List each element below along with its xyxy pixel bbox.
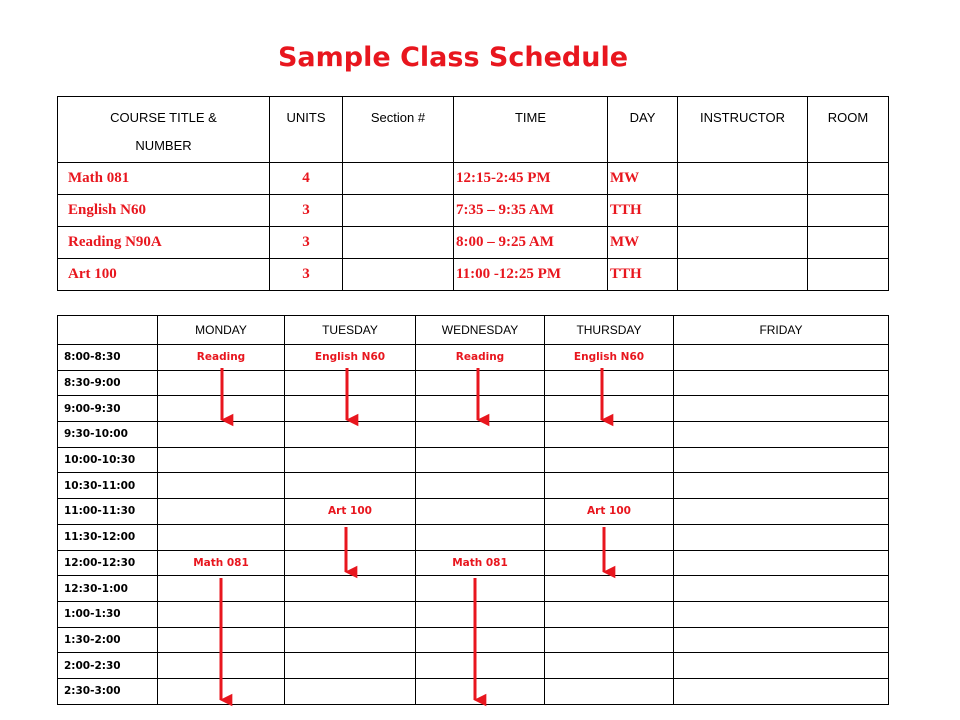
course-units: 3 bbox=[270, 259, 343, 291]
header-instructor: INSTRUCTOR bbox=[678, 97, 808, 163]
schedule-cell-tuesday bbox=[285, 422, 416, 448]
day-header-thursday: THURSDAY bbox=[545, 316, 674, 345]
schedule-cell-friday bbox=[674, 473, 889, 499]
course-time: 7:35 – 9:35 AM bbox=[454, 195, 608, 227]
course-room bbox=[808, 163, 889, 195]
schedule-cell-wednesday: Reading bbox=[416, 345, 545, 371]
schedule-cell-wednesday bbox=[416, 499, 545, 525]
schedule-cell-thursday bbox=[545, 370, 674, 396]
time-slot-label: 9:30-10:00 bbox=[58, 422, 158, 448]
course-time: 8:00 – 9:25 AM bbox=[454, 227, 608, 259]
time-slot-row bbox=[58, 627, 889, 653]
time-slot-label: 11:30-12:00 bbox=[58, 524, 158, 550]
schedule-cell-tuesday bbox=[285, 447, 416, 473]
schedule-cell-friday bbox=[674, 370, 889, 396]
schedule-cell-tuesday bbox=[285, 653, 416, 679]
course-room bbox=[808, 227, 889, 259]
course-title: Art 100 bbox=[58, 259, 270, 291]
schedule-cell-tuesday bbox=[285, 576, 416, 602]
schedule-cell-monday bbox=[158, 601, 285, 627]
time-slot-label: 2:30-3:00 bbox=[58, 678, 158, 704]
time-slot-row bbox=[58, 576, 889, 602]
time-slot-row bbox=[58, 422, 889, 448]
course-row bbox=[58, 195, 889, 227]
course-instructor bbox=[678, 195, 808, 227]
schedule-cell-wednesday bbox=[416, 576, 545, 602]
schedule-cell-thursday bbox=[545, 550, 674, 576]
time-slot-row bbox=[58, 447, 889, 473]
schedule-cell-friday bbox=[674, 678, 889, 704]
course-time: 12:15-2:45 PM bbox=[454, 163, 608, 195]
schedule-cell-thursday bbox=[545, 422, 674, 448]
schedule-cell-friday bbox=[674, 627, 889, 653]
time-slot-label: 1:00-1:30 bbox=[58, 601, 158, 627]
header-section: Section # bbox=[343, 97, 454, 163]
course-section bbox=[343, 163, 454, 195]
schedule-cell-thursday bbox=[545, 576, 674, 602]
course-day: TTH bbox=[608, 195, 678, 227]
schedule-cell-monday bbox=[158, 653, 285, 679]
schedule-cell-wednesday bbox=[416, 627, 545, 653]
schedule-cell-friday bbox=[674, 345, 889, 371]
schedule-cell-friday bbox=[674, 601, 889, 627]
schedule-cell-monday bbox=[158, 678, 285, 704]
header-day: DAY bbox=[608, 97, 678, 163]
schedule-cell-tuesday bbox=[285, 550, 416, 576]
course-room bbox=[808, 195, 889, 227]
schedule-cell-wednesday bbox=[416, 370, 545, 396]
header-units: UNITS bbox=[270, 97, 343, 163]
course-units: 3 bbox=[270, 227, 343, 259]
time-slot-row bbox=[58, 499, 889, 525]
schedule-cell-tuesday: Art 100 bbox=[285, 499, 416, 525]
schedule-cell-tuesday bbox=[285, 370, 416, 396]
course-table-header-row bbox=[58, 97, 889, 163]
schedule-cell-thursday: English N60 bbox=[545, 345, 674, 371]
course-day: TTH bbox=[608, 259, 678, 291]
schedule-cell-wednesday bbox=[416, 422, 545, 448]
course-title: Reading N90A bbox=[58, 227, 270, 259]
weekly-header-row bbox=[58, 316, 889, 345]
course-day: MW bbox=[608, 163, 678, 195]
time-slot-label: 10:00-10:30 bbox=[58, 447, 158, 473]
course-title: Math 081 bbox=[58, 163, 270, 195]
schedule-cell-monday bbox=[158, 370, 285, 396]
time-slot-row bbox=[58, 678, 889, 704]
schedule-cell-wednesday bbox=[416, 396, 545, 422]
schedule-cell-monday bbox=[158, 627, 285, 653]
time-slot-row bbox=[58, 370, 889, 396]
schedule-cell-monday bbox=[158, 499, 285, 525]
schedule-cell-wednesday bbox=[416, 524, 545, 550]
time-slot-label: 10:30-11:00 bbox=[58, 473, 158, 499]
schedule-cell-wednesday bbox=[416, 653, 545, 679]
time-slot-label: 2:00-2:30 bbox=[58, 653, 158, 679]
schedule-cell-monday: Reading bbox=[158, 345, 285, 371]
course-row bbox=[58, 163, 889, 195]
schedule-cell-tuesday bbox=[285, 627, 416, 653]
schedule-cell-thursday bbox=[545, 627, 674, 653]
course-section bbox=[343, 195, 454, 227]
time-slot-row bbox=[58, 345, 889, 371]
page-title: Sample Class Schedule bbox=[277, 42, 629, 73]
day-header-monday: MONDAY bbox=[158, 316, 285, 345]
course-title: English N60 bbox=[58, 195, 270, 227]
day-header-friday: FRIDAY bbox=[674, 316, 889, 345]
schedule-cell-thursday bbox=[545, 601, 674, 627]
course-units: 3 bbox=[270, 195, 343, 227]
schedule-cell-wednesday bbox=[416, 447, 545, 473]
course-section bbox=[343, 259, 454, 291]
schedule-cell-thursday bbox=[545, 678, 674, 704]
schedule-cell-friday bbox=[674, 576, 889, 602]
time-column-header bbox=[58, 316, 158, 345]
day-header-tuesday: TUESDAY bbox=[285, 316, 416, 345]
time-slot-row bbox=[58, 601, 889, 627]
course-instructor bbox=[678, 259, 808, 291]
schedule-cell-tuesday bbox=[285, 473, 416, 499]
course-table bbox=[57, 96, 889, 291]
schedule-cell-tuesday bbox=[285, 601, 416, 627]
time-slot-label: 1:30-2:00 bbox=[58, 627, 158, 653]
schedule-cell-thursday bbox=[545, 524, 674, 550]
time-slot-row bbox=[58, 653, 889, 679]
schedule-cell-wednesday bbox=[416, 473, 545, 499]
schedule-cell-thursday bbox=[545, 473, 674, 499]
header-course-title bbox=[58, 97, 270, 163]
schedule-cell-friday bbox=[674, 653, 889, 679]
header-course-line1: COURSE TITLE & bbox=[110, 110, 217, 125]
schedule-cell-tuesday: English N60 bbox=[285, 345, 416, 371]
schedule-cell-monday bbox=[158, 524, 285, 550]
schedule-cell-wednesday bbox=[416, 678, 545, 704]
schedule-cell-thursday bbox=[545, 653, 674, 679]
schedule-cell-thursday bbox=[545, 447, 674, 473]
course-section bbox=[343, 227, 454, 259]
schedule-cell-tuesday bbox=[285, 524, 416, 550]
course-time: 11:00 -12:25 PM bbox=[454, 259, 608, 291]
time-slot-row bbox=[58, 524, 889, 550]
header-course-line2: NUMBER bbox=[135, 138, 192, 153]
time-slot-label: 11:00-11:30 bbox=[58, 499, 158, 525]
schedule-cell-monday bbox=[158, 422, 285, 448]
course-room bbox=[808, 259, 889, 291]
schedule-cell-friday bbox=[674, 396, 889, 422]
course-row bbox=[58, 259, 889, 291]
time-slot-label: 8:30-9:00 bbox=[58, 370, 158, 396]
course-instructor bbox=[678, 227, 808, 259]
time-slot-label: 12:00-12:30 bbox=[58, 550, 158, 576]
schedule-cell-friday bbox=[674, 499, 889, 525]
schedule-cell-thursday bbox=[545, 396, 674, 422]
weekly-schedule-table bbox=[57, 315, 889, 705]
time-slot-row bbox=[58, 473, 889, 499]
day-header-wednesday: WEDNESDAY bbox=[416, 316, 545, 345]
schedule-cell-friday bbox=[674, 550, 889, 576]
schedule-cell-wednesday bbox=[416, 601, 545, 627]
weekly-schedule-body bbox=[58, 345, 889, 705]
schedule-cell-monday: Math 081 bbox=[158, 550, 285, 576]
time-slot-label: 9:00-9:30 bbox=[58, 396, 158, 422]
schedule-cell-friday bbox=[674, 524, 889, 550]
schedule-cell-monday bbox=[158, 576, 285, 602]
time-slot-row bbox=[58, 550, 889, 576]
time-slot-row bbox=[58, 396, 889, 422]
course-row bbox=[58, 227, 889, 259]
schedule-cell-friday bbox=[674, 447, 889, 473]
schedule-cell-tuesday bbox=[285, 678, 416, 704]
schedule-cell-wednesday: Math 081 bbox=[416, 550, 545, 576]
schedule-cell-friday bbox=[674, 422, 889, 448]
schedule-cell-monday bbox=[158, 473, 285, 499]
schedule-cell-monday bbox=[158, 447, 285, 473]
schedule-cell-thursday: Art 100 bbox=[545, 499, 674, 525]
header-room: ROOM bbox=[808, 97, 889, 163]
course-day: MW bbox=[608, 227, 678, 259]
course-instructor bbox=[678, 163, 808, 195]
time-slot-label: 12:30-1:00 bbox=[58, 576, 158, 602]
schedule-cell-monday bbox=[158, 396, 285, 422]
header-time: TIME bbox=[454, 97, 608, 163]
time-slot-label: 8:00-8:30 bbox=[58, 345, 158, 371]
schedule-cell-tuesday bbox=[285, 396, 416, 422]
course-units: 4 bbox=[270, 163, 343, 195]
